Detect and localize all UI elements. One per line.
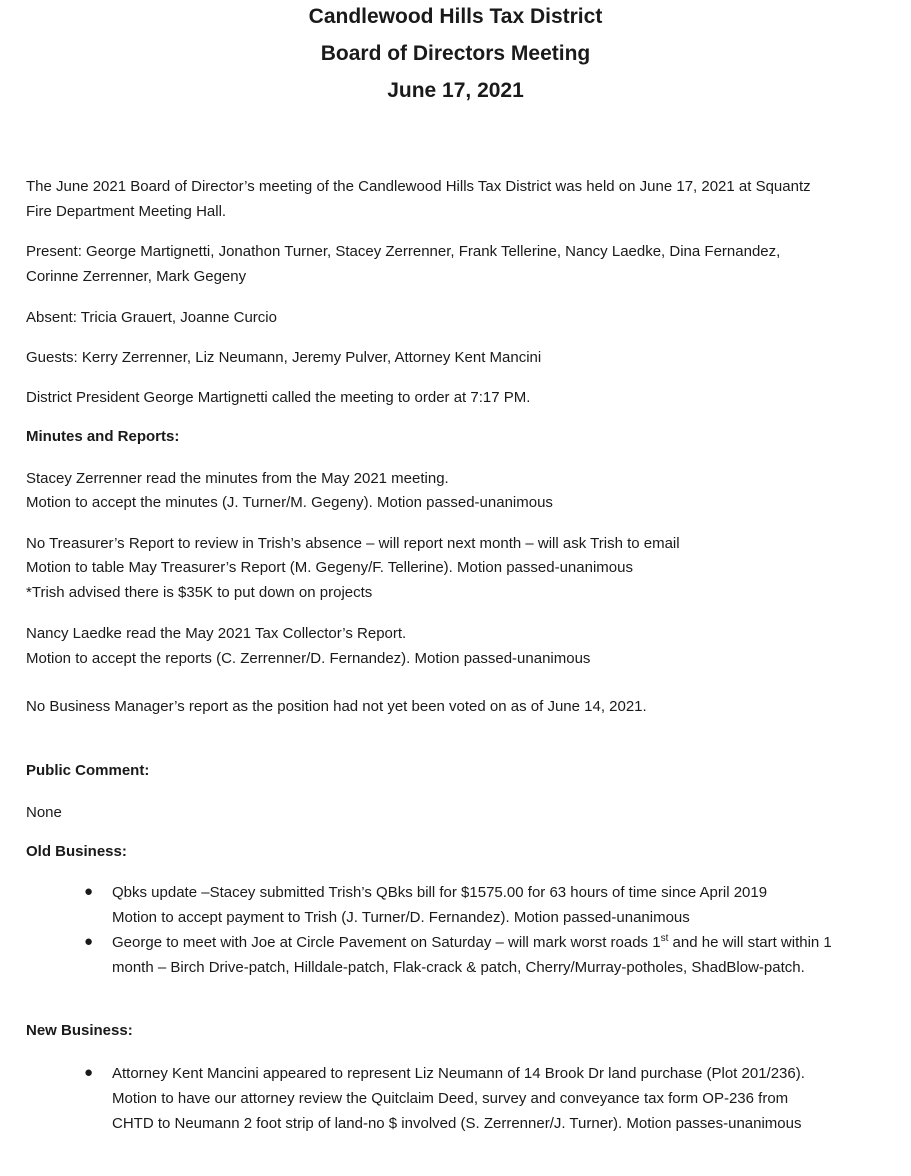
minutes-line-2: Motion to accept the minutes (J. Turner/M. Gegeny). Motion passed-unanimous bbox=[26, 494, 553, 511]
intro-line-1: The June 2021 Board of Director’s meeting of the Candlewood Hills Tax District was held on June 17, 2021 at Squantz bbox=[26, 178, 811, 195]
meeting-title: Board of Directors Meeting bbox=[320, 42, 591, 65]
intro-line-2: Fire Department Meeting Hall. bbox=[26, 203, 227, 220]
old-business-item-2-text-b: and he will start within 1 bbox=[668, 934, 832, 951]
present-line-1: Present: George Martignetti, Jonathon Turner, Stacey Zerrenner, Frank Tellerine, Nancy Laedke, Dina Fernandez, bbox=[26, 243, 781, 260]
minutes-reports-heading: Minutes and Reports: bbox=[26, 428, 180, 445]
old-business-item-2-text-a: George to meet with Joe at Circle Pavement on Saturday – will mark worst roads 1 bbox=[112, 934, 661, 951]
meeting-date: June 17, 2021 bbox=[387, 79, 524, 102]
minutes-line-1: Stacey Zerrenner read the minutes from the May 2021 meeting. bbox=[26, 470, 449, 487]
ordinal-suffix: st bbox=[660, 933, 669, 944]
old-business-item-2-line-1 bbox=[112, 930, 902, 955]
call-to-order-line: District President George Martignetti called the meeting to order at 7:17 PM. bbox=[26, 389, 531, 406]
old-business-item-2-line-2: month – Birch Drive-patch, Hilldale-patch, Flak-crack & patch, Cherry/Murray-potholes, ShadBlow-patch. bbox=[112, 959, 805, 976]
public-comment-heading: Public Comment: bbox=[26, 762, 150, 779]
public-comment-text: None bbox=[26, 804, 62, 821]
old-business-item-1-line-2: Motion to accept payment to Trish (J. Turner/D. Fernandez). Motion passed-unanimous bbox=[112, 909, 690, 926]
treasurer-line-1: No Treasurer’s Report to review in Trish’s absence – will report next month – will ask Trish to email bbox=[26, 535, 680, 552]
old-business-item-1-line-1: Qbks update –Stacey submitted Trish’s QBks bill for $1575.00 for 63 hours of time since April 2019 bbox=[112, 884, 768, 901]
absent-line: Absent: Tricia Grauert, Joanne Curcio bbox=[26, 309, 277, 326]
district-title: Candlewood Hills Tax District bbox=[308, 5, 603, 28]
present-line-2: Corinne Zerrenner, Mark Gegeny bbox=[26, 268, 247, 285]
business-manager-line: No Business Manager’s report as the position had not yet been voted on as of June 14, 2021. bbox=[26, 698, 647, 715]
old-business-heading: Old Business: bbox=[26, 843, 127, 860]
treasurer-line-2: Motion to table May Treasurer’s Report (M. Gegeny/F. Tellerine). Motion passed-unanimous bbox=[26, 559, 633, 576]
new-business-heading: New Business: bbox=[26, 1022, 133, 1039]
new-business-item-1-line-2: Motion to have our attorney review the Quitclaim Deed, survey and conveyance tax form OP-236 from bbox=[112, 1090, 789, 1107]
bullet-icon: ● bbox=[84, 1064, 94, 1081]
guests-line: Guests: Kerry Zerrenner, Liz Neumann, Jeremy Pulver, Attorney Kent Mancini bbox=[26, 349, 542, 366]
tax-collector-line-2: Motion to accept the reports (C. Zerrenner/D. Fernandez). Motion passed-unanimous bbox=[26, 650, 591, 667]
new-business-item-1-line-1: Attorney Kent Mancini appeared to represent Liz Neumann of 14 Brook Dr land purchase (Plot 201/236). bbox=[112, 1065, 805, 1082]
bullet-icon: ● bbox=[84, 933, 94, 950]
new-business-item-1-line-3: CHTD to Neumann 2 foot strip of land-no $ involved (S. Zerrenner/J. Turner). Motion passes-unanimous bbox=[112, 1115, 802, 1132]
bullet-icon: ● bbox=[84, 883, 94, 900]
treasurer-line-3: *Trish advised there is $35K to put down on projects bbox=[26, 584, 373, 601]
tax-collector-line-1: Nancy Laedke read the May 2021 Tax Collector’s Report. bbox=[26, 625, 407, 642]
